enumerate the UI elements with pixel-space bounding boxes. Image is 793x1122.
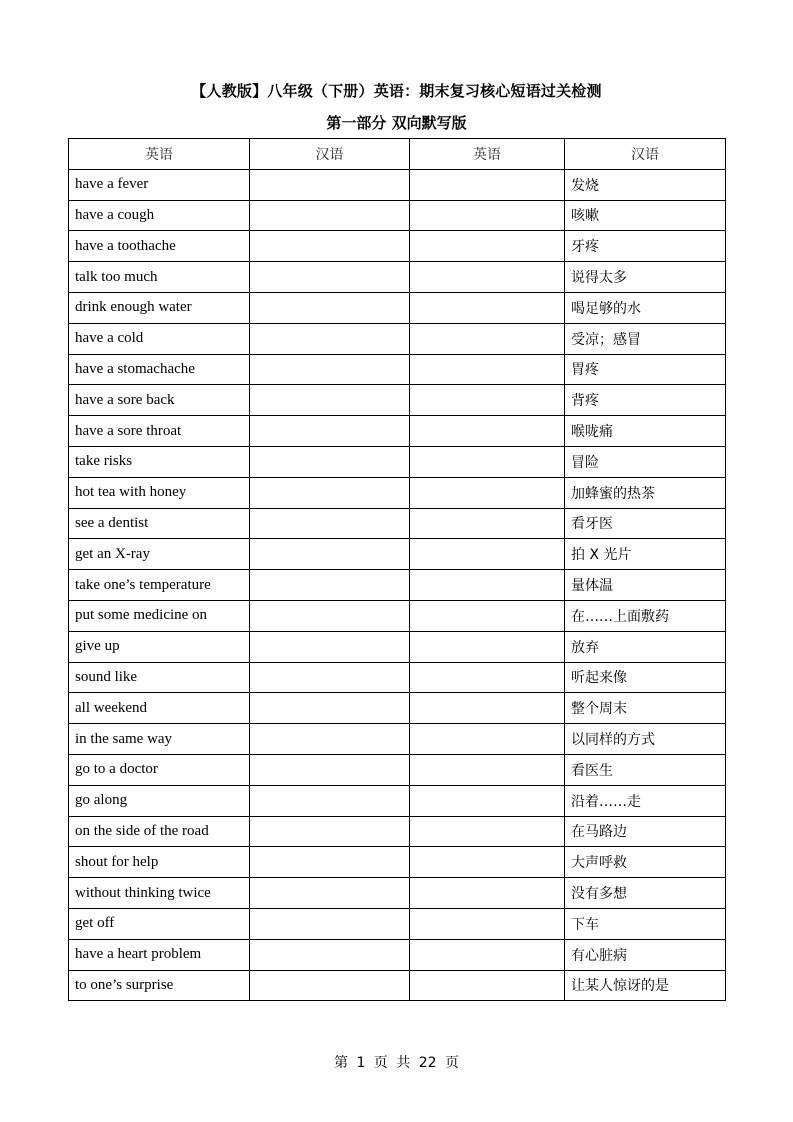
chinese-phrase-cell: 背疼 xyxy=(565,385,726,416)
table-row xyxy=(69,292,726,323)
chinese-phrase-cell: 受凉；感冒 xyxy=(565,323,726,354)
english-phrase-cell: give up xyxy=(69,631,250,662)
chinese-phrase-cell: 放弃 xyxy=(565,631,726,662)
english-answer-blank-cell[interactable] xyxy=(410,724,565,755)
table-header-row xyxy=(69,139,726,170)
english-answer-blank-cell[interactable] xyxy=(410,169,565,200)
chinese-phrase-cell: 沿着……走 xyxy=(565,785,726,816)
chinese-answer-blank-cell[interactable] xyxy=(250,477,410,508)
english-phrase-cell: take one’s temperature xyxy=(69,570,250,601)
chinese-phrase-cell: 咳嗽 xyxy=(565,200,726,231)
english-answer-blank-cell[interactable] xyxy=(410,878,565,909)
chinese-phrase-cell: 拍 X 光片 xyxy=(565,539,726,570)
chinese-answer-blank-cell[interactable] xyxy=(250,816,410,847)
chinese-answer-blank-cell[interactable] xyxy=(250,416,410,447)
english-answer-blank-cell[interactable] xyxy=(410,816,565,847)
chinese-phrase-cell: 整个周末 xyxy=(565,693,726,724)
table-row xyxy=(69,662,726,693)
chinese-phrase-cell: 冒险 xyxy=(565,446,726,477)
table-row xyxy=(69,693,726,724)
english-phrase-cell: talk too much xyxy=(69,262,250,293)
english-phrase-cell: see a dentist xyxy=(69,508,250,539)
table-row xyxy=(69,262,726,293)
chinese-answer-blank-cell[interactable] xyxy=(250,262,410,293)
table-row xyxy=(69,323,726,354)
chinese-answer-blank-cell[interactable] xyxy=(250,631,410,662)
english-phrase-cell: have a cold xyxy=(69,323,250,354)
english-phrase-cell: have a sore back xyxy=(69,385,250,416)
chinese-phrase-cell: 在马路边 xyxy=(565,816,726,847)
english-answer-blank-cell[interactable] xyxy=(410,693,565,724)
english-answer-blank-cell[interactable] xyxy=(410,200,565,231)
english-phrase-cell: in the same way xyxy=(69,724,250,755)
chinese-answer-blank-cell[interactable] xyxy=(250,970,410,1001)
chinese-answer-blank-cell[interactable] xyxy=(250,939,410,970)
english-answer-blank-cell[interactable] xyxy=(410,631,565,662)
english-answer-blank-cell[interactable] xyxy=(410,847,565,878)
chinese-answer-blank-cell[interactable] xyxy=(250,508,410,539)
english-phrase-cell: all weekend xyxy=(69,693,250,724)
table-row xyxy=(69,631,726,662)
chinese-phrase-cell: 量体温 xyxy=(565,570,726,601)
table-row xyxy=(69,570,726,601)
chinese-answer-blank-cell[interactable] xyxy=(250,693,410,724)
chinese-answer-blank-cell[interactable] xyxy=(250,385,410,416)
chinese-phrase-cell: 大声呼救 xyxy=(565,847,726,878)
english-phrase-cell: have a sore throat xyxy=(69,416,250,447)
chinese-answer-blank-cell[interactable] xyxy=(250,878,410,909)
english-answer-blank-cell[interactable] xyxy=(410,508,565,539)
chinese-phrase-cell: 听起来像 xyxy=(565,662,726,693)
chinese-phrase-cell: 在……上面敷药 xyxy=(565,600,726,631)
chinese-phrase-cell: 牙疼 xyxy=(565,231,726,262)
chinese-phrase-cell: 加蜂蜜的热茶 xyxy=(565,477,726,508)
page-number-footer: 第 1 页 共 22 页 xyxy=(334,1055,459,1071)
document-subtitle: 第一部分 双向默写版 xyxy=(326,114,467,132)
chinese-answer-blank-cell[interactable] xyxy=(250,292,410,323)
table-row xyxy=(69,878,726,909)
chinese-answer-blank-cell[interactable] xyxy=(250,169,410,200)
chinese-answer-blank-cell[interactable] xyxy=(250,570,410,601)
english-phrase-cell: have a fever xyxy=(69,169,250,200)
english-phrase-cell: sound like xyxy=(69,662,250,693)
chinese-phrase-cell: 下车 xyxy=(565,908,726,939)
chinese-answer-blank-cell[interactable] xyxy=(250,354,410,385)
english-phrase-cell: without thinking twice xyxy=(69,878,250,909)
chinese-phrase-cell: 看医生 xyxy=(565,754,726,785)
chinese-phrase-cell: 看牙医 xyxy=(565,508,726,539)
table-row xyxy=(69,231,726,262)
chinese-answer-blank-cell[interactable] xyxy=(250,446,410,477)
chinese-answer-blank-cell[interactable] xyxy=(250,908,410,939)
chinese-answer-blank-cell[interactable] xyxy=(250,662,410,693)
header-chinese: 汉语 xyxy=(250,139,410,170)
english-answer-blank-cell[interactable] xyxy=(410,939,565,970)
english-phrase-cell: have a toothache xyxy=(69,231,250,262)
english-phrase-cell: take risks xyxy=(69,446,250,477)
english-answer-blank-cell[interactable] xyxy=(410,570,565,601)
table-row xyxy=(69,724,726,755)
english-answer-blank-cell[interactable] xyxy=(410,446,565,477)
english-phrase-cell: drink enough water xyxy=(69,292,250,323)
chinese-phrase-cell: 胃疼 xyxy=(565,354,726,385)
english-answer-blank-cell[interactable] xyxy=(410,323,565,354)
english-answer-blank-cell[interactable] xyxy=(410,539,565,570)
table-row xyxy=(69,416,726,447)
english-answer-blank-cell[interactable] xyxy=(410,231,565,262)
table-row xyxy=(69,847,726,878)
table-row xyxy=(69,908,726,939)
english-phrase-cell: go to a doctor xyxy=(69,754,250,785)
english-phrase-cell: get an X-ray xyxy=(69,539,250,570)
table-row xyxy=(69,539,726,570)
english-phrase-cell: have a heart problem xyxy=(69,939,250,970)
chinese-phrase-cell: 以同样的方式 xyxy=(565,724,726,755)
chinese-answer-blank-cell[interactable] xyxy=(250,323,410,354)
header-english: 英语 xyxy=(410,139,565,170)
chinese-answer-blank-cell[interactable] xyxy=(250,785,410,816)
english-answer-blank-cell[interactable] xyxy=(410,600,565,631)
english-answer-blank-cell[interactable] xyxy=(410,354,565,385)
english-phrase-cell: go along xyxy=(69,785,250,816)
document-title: 【人教版】八年级（下册）英语：期末复习核心短语过关检测 xyxy=(191,82,602,100)
chinese-phrase-cell: 说得太多 xyxy=(565,262,726,293)
table-row xyxy=(69,508,726,539)
english-phrase-cell: to one’s surprise xyxy=(69,970,250,1001)
table-row xyxy=(69,939,726,970)
chinese-phrase-cell: 没有多想 xyxy=(565,878,726,909)
chinese-phrase-cell: 喉咙痛 xyxy=(565,416,726,447)
table-body xyxy=(69,169,726,1001)
header-english: 英语 xyxy=(69,139,250,170)
english-answer-blank-cell[interactable] xyxy=(410,477,565,508)
table-row xyxy=(69,816,726,847)
english-answer-blank-cell[interactable] xyxy=(410,262,565,293)
english-answer-blank-cell[interactable] xyxy=(410,754,565,785)
chinese-answer-blank-cell[interactable] xyxy=(250,847,410,878)
table-row xyxy=(69,970,726,1001)
chinese-answer-blank-cell[interactable] xyxy=(250,539,410,570)
table-row xyxy=(69,169,726,200)
table-row xyxy=(69,385,726,416)
table-row xyxy=(69,477,726,508)
table-row xyxy=(69,600,726,631)
chinese-answer-blank-cell[interactable] xyxy=(250,724,410,755)
english-phrase-cell: on the side of the road xyxy=(69,816,250,847)
english-phrase-cell: have a stomachache xyxy=(69,354,250,385)
chinese-phrase-cell: 喝足够的水 xyxy=(565,292,726,323)
table-row xyxy=(69,785,726,816)
english-answer-blank-cell[interactable] xyxy=(410,662,565,693)
table-row xyxy=(69,200,726,231)
chinese-phrase-cell: 发烧 xyxy=(565,169,726,200)
chinese-answer-blank-cell[interactable] xyxy=(250,754,410,785)
english-phrase-cell: get off xyxy=(69,908,250,939)
table-row xyxy=(69,446,726,477)
english-phrase-cell: hot tea with honey xyxy=(69,477,250,508)
chinese-phrase-cell: 让某人惊讶的是 xyxy=(565,970,726,1001)
english-answer-blank-cell[interactable] xyxy=(410,970,565,1001)
english-answer-blank-cell[interactable] xyxy=(410,292,565,323)
english-phrase-cell: shout for help xyxy=(69,847,250,878)
chinese-answer-blank-cell[interactable] xyxy=(250,231,410,262)
chinese-answer-blank-cell[interactable] xyxy=(250,600,410,631)
table-row xyxy=(69,754,726,785)
english-answer-blank-cell[interactable] xyxy=(410,785,565,816)
vocabulary-table xyxy=(68,138,726,1001)
english-answer-blank-cell[interactable] xyxy=(410,385,565,416)
english-answer-blank-cell[interactable] xyxy=(410,908,565,939)
chinese-answer-blank-cell[interactable] xyxy=(250,200,410,231)
english-phrase-cell: put some medicine on xyxy=(69,600,250,631)
chinese-phrase-cell: 有心脏病 xyxy=(565,939,726,970)
english-answer-blank-cell[interactable] xyxy=(410,416,565,447)
english-phrase-cell: have a cough xyxy=(69,200,250,231)
header-chinese: 汉语 xyxy=(565,139,726,170)
table-row xyxy=(69,354,726,385)
